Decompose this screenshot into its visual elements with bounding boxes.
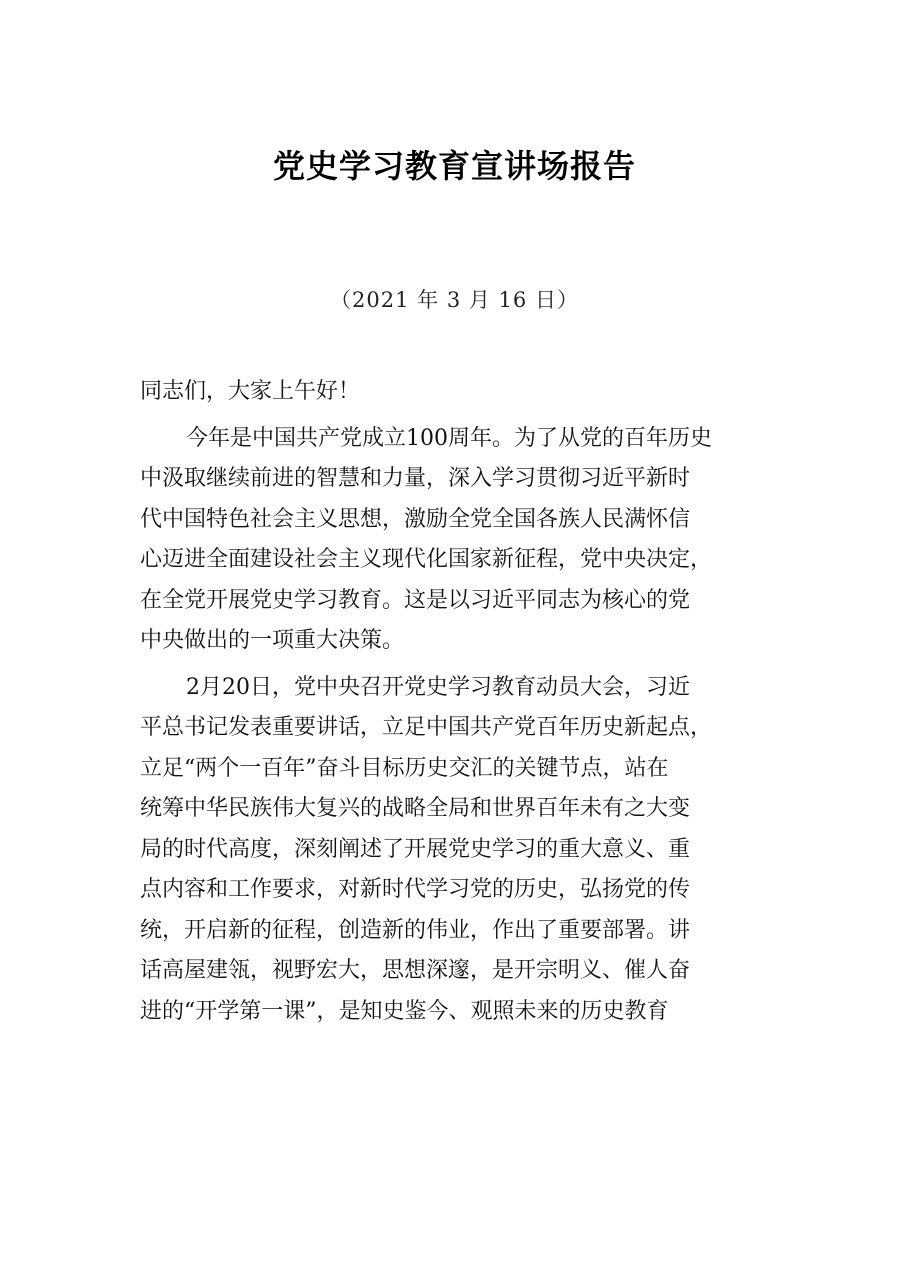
paragraph-line: 进的“开学第一课”，是知史鉴今、观照未来的历史教育 <box>140 998 669 1024</box>
paragraph-line: 立足“两个一百年”奋斗目标历史交汇的关键节点，站在 <box>140 755 669 781</box>
document-title: 党史学习教育宣讲场报告 <box>272 147 636 185</box>
paragraph-line: 话高屋建瓴，视野宏大，思想深邃，是开宗明义、催人奋 <box>140 958 691 983</box>
paragraph-line: 今年是中国共产党成立100周年。为了从党的百年历史 <box>186 425 712 451</box>
paragraph-line: 统，开启新的征程，创造新的伟业，作出了重要部署。讲 <box>140 917 691 943</box>
paragraph-line: 心迈进全面建设社会主义现代化国家新征程，党中央决定， <box>140 547 713 572</box>
paragraph-line: 统筹中华民族伟大复兴的战略全局和世界百年未有之大变 <box>140 796 691 821</box>
paragraph-line: 局的时代高度，深刻阐述了开展党史学习的重大意义、重 <box>140 836 691 862</box>
paragraph-line: 中央做出的一项重大决策。 <box>140 628 405 653</box>
paragraph-line: 平总书记发表重要讲话，立足中国共产党百年历史新起点， <box>140 715 713 740</box>
paragraph-line: 中汲取继续前进的智慧和力量，深入学习贯彻习近平新时 <box>140 466 691 491</box>
paragraph-line: 点内容和工作要求，对新时代学习党的历史，弘扬党的传 <box>140 877 691 902</box>
paragraph-line: 代中国特色社会主义思想，激励全党全国各族人民满怀信 <box>140 506 691 532</box>
paragraph-1 <box>140 419 770 662</box>
paragraph-2 <box>140 668 770 1033</box>
document-body <box>140 372 770 1038</box>
paragraph-line: 2月20日，党中央召开党史学习教育动员大会，习近 <box>186 674 690 700</box>
greeting-line: 同志们，大家上午好！ <box>140 379 361 404</box>
document-date: （2021 年 3 月 16 日） <box>330 288 579 312</box>
paragraph-line: 在全党开展党史学习教育。这是以习近平同志为核心的党 <box>140 587 691 613</box>
